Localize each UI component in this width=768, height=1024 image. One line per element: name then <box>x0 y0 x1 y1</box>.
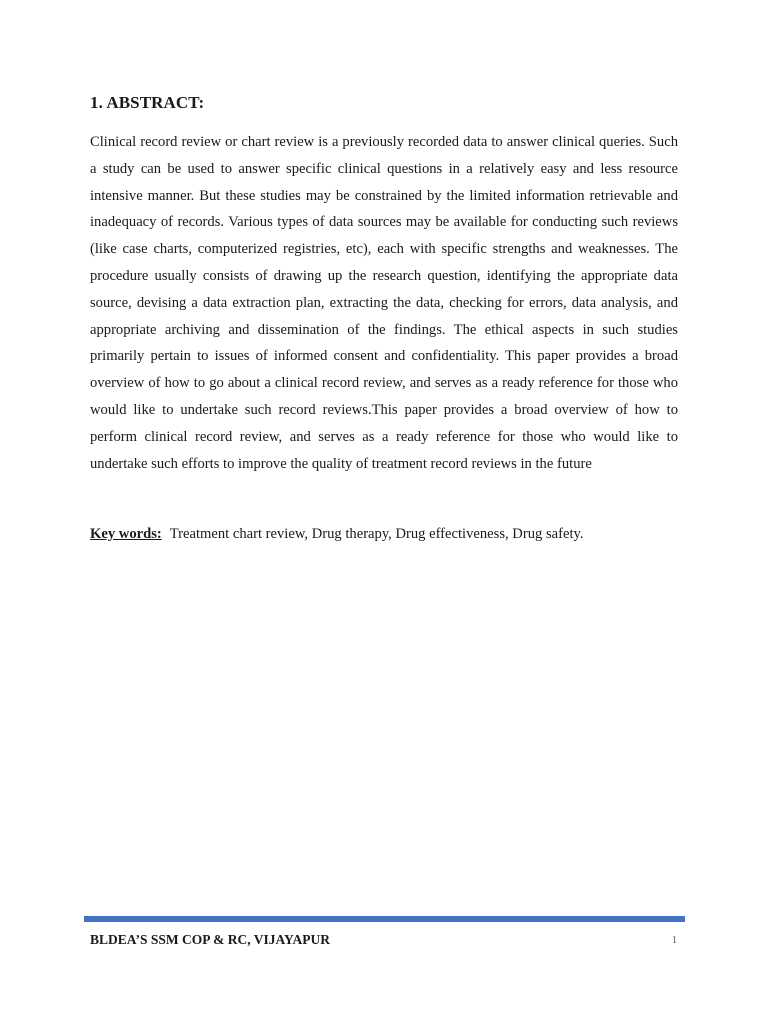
page-number: 1 <box>672 935 677 946</box>
keywords-text: Treatment chart review, Drug therapy, Drug effectiveness, Drug safety. <box>169 526 584 542</box>
section-heading: 1. ABSTRACT: <box>90 93 205 112</box>
footer-institution: BLDEA’S SSM COP & RC, VIJAYAPUR <box>90 932 331 947</box>
keywords-line <box>90 521 678 547</box>
abstract-paragraph: Clinical record review or chart review is a previously recorded data to answer clinical queries. Such a study can be used to answer specific clinical questions in a relatively easy and less resource intensive manner. But these studies may be constrained by the limited information retrievable and inadequacy of records. Various types of data sources may be available for conducting such reviews (like case charts, computerized registries, etc), each with specific strengths and weaknesses. The procedure usually consists of drawing up the research question, identifying the appropriate data source, devising a data extraction plan, extracting the data, checking for errors, data analysis, and appropriate archiving and dissemination of the findings. The ethical aspects in such studies primarily pertain to issues of informed consent and confidentiality. This paper provides a broad overview of how to go about a clinical record review, and serves as a ready reference for those who would like to undertake such record reviews.This paper provides a broad overview of how to perform clinical record review, and serves as a ready reference for those who would like to undertake such efforts to improve the quality of treatment record reviews in the future <box>90 134 678 472</box>
footer-rule <box>84 916 685 922</box>
keywords-label: Key words: <box>90 526 162 542</box>
